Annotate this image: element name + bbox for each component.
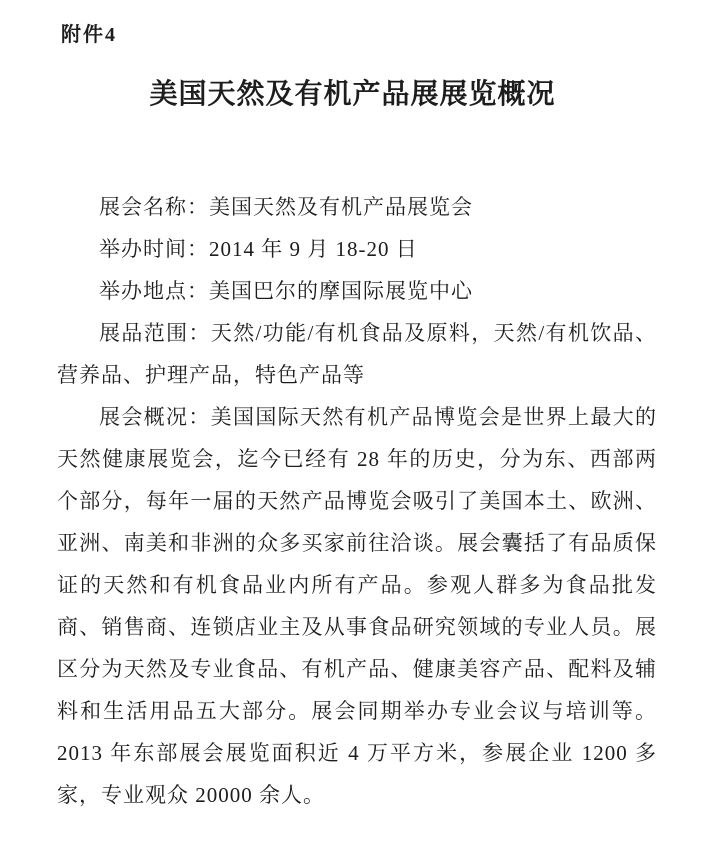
document-body [57, 186, 657, 816]
paragraph-exhibition-overview [57, 396, 657, 816]
paragraph-exhibition-name [57, 186, 657, 228]
field-value-exhibition-name: 美国天然及有机产品展览会 [209, 195, 473, 219]
field-label-exhibition-name: 展会名称： [99, 195, 209, 219]
field-label-event-time: 举办时间： [99, 237, 209, 261]
paragraph-event-location [57, 270, 657, 312]
paragraph-event-time [57, 228, 657, 270]
field-value-exhibit-scope: 天然/功能/有机食品及原料，天然/有机饮品、营养品、护理产品，特色产品等 [57, 321, 657, 387]
attachment-label: 附件4 [61, 24, 117, 46]
paragraph-exhibit-scope [57, 312, 657, 396]
field-label-exhibit-scope: 展品范围： [99, 321, 211, 345]
field-value-exhibition-overview: 美国国际天然有机产品博览会是世界上最大的天然健康展览会，迄今已经有 28 年的历史，分为东、西部两个部分，每年一届的天然产品博览会吸引了美国本土、欧洲、亚洲、南美和非洲的众多买家前往洽谈。展会囊括了有品质保证的天然和有机食品业内所有产品。参观人群多为食品批发商、销售商、连锁店业主及从事食品研究领域的专业人员。展区分为天然及专业食品、有机产品、健康美容产品、配料及辅料和生活用品五大部分。展会同期举办专业会议与培训等。2013 年东部展会展览面积近 4 万平方米，参展企业 1200 多家，专业观众 20000 余人。 [57, 405, 658, 807]
document-title: 美国天然及有机产品展展览概况 [149, 79, 556, 110]
field-label-exhibition-overview: 展会概况： [99, 405, 211, 429]
field-value-event-time: 2014 年 9 月 18-20 日 [209, 237, 418, 261]
field-label-event-location: 举办地点： [99, 279, 209, 303]
field-value-event-location: 美国巴尔的摩国际展览中心 [209, 279, 473, 303]
